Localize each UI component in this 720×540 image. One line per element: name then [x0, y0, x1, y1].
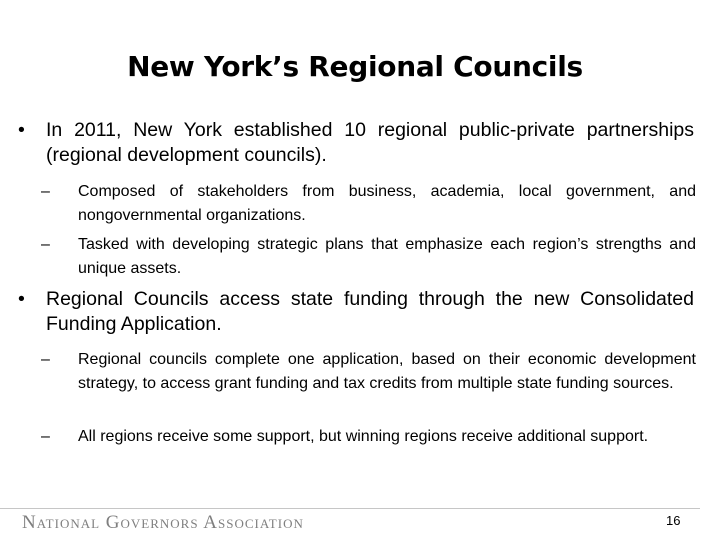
page-title: New York’s Regional Councils [127, 50, 583, 83]
sub-bullet-marker: – [41, 351, 50, 368]
sub-bullet-item [41, 425, 696, 449]
bullet-marker: • [18, 119, 25, 141]
sub-bullet-text: Regional councils complete one application, based on their economic development strategy, to access grant funding and tax credits from multiple state funding sources. [78, 351, 696, 392]
bullet-text: Regional Councils access state funding through the new Consolidated Funding Application. [46, 288, 694, 335]
sub-bullet-item [41, 233, 696, 281]
sub-bullet-text: Tasked with developing strategic plans that emphasize each region’s strengths and unique assets. [78, 236, 696, 277]
sub-bullet-marker: – [41, 236, 50, 253]
bullet-text: In 2011, New York established 10 regional public-private partnerships (regional development councils). [46, 119, 694, 166]
footer-divider [0, 508, 700, 509]
sub-bullet-item [41, 348, 696, 396]
sub-bullet-marker: – [41, 183, 50, 200]
sub-bullet-text: All regions receive some support, but winning regions receive additional support. [78, 428, 649, 445]
bullet-item [18, 118, 694, 168]
sub-bullet-text: Composed of stakeholders from business, academia, local government, and nongovernmental organizations. [78, 183, 696, 224]
bullet-marker: • [18, 288, 25, 310]
footer-logo: National Governors Association [22, 512, 304, 533]
sub-bullet-item [41, 180, 696, 228]
sub-bullet-marker: – [41, 428, 50, 445]
page-number: 16 [666, 513, 681, 528]
bullet-item [18, 287, 694, 337]
